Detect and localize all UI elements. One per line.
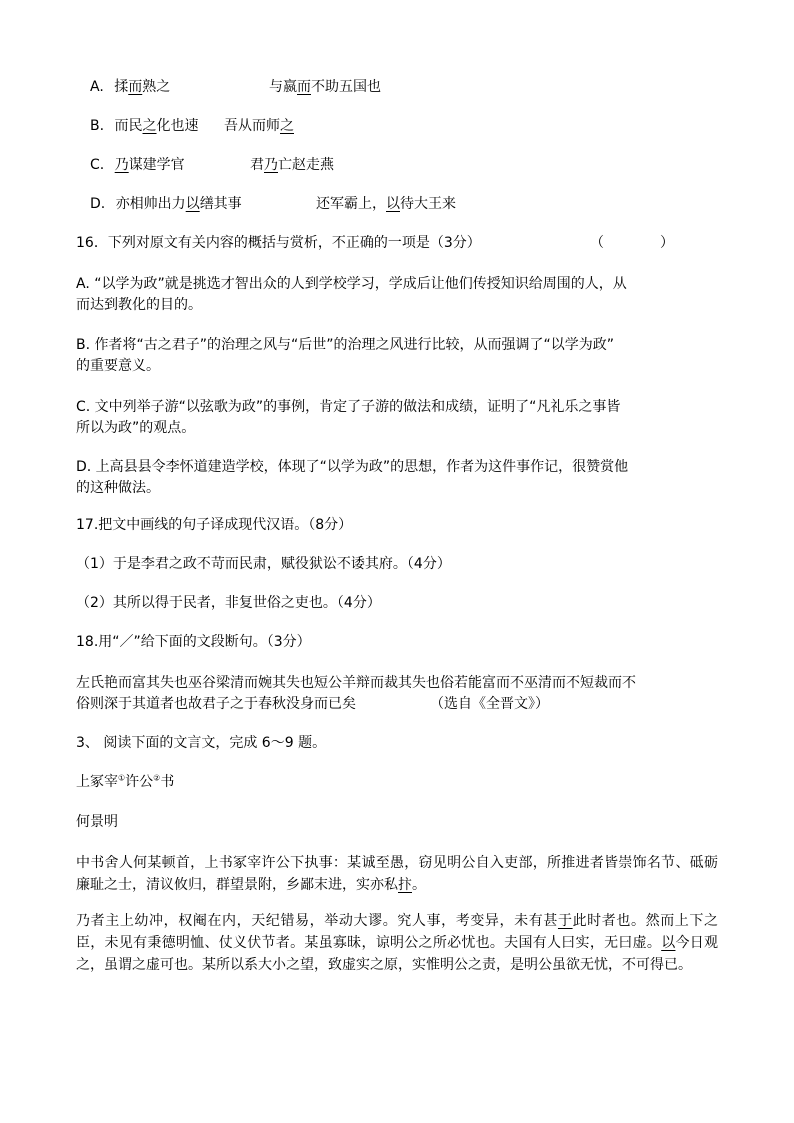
q15-option-d-right: 还军霸上，以待大王来 (316, 196, 456, 212)
q18-stem: 18.用“／”给下面的文段断句。（3分） (76, 634, 311, 650)
q18-passage-line1: 左氏艳而富其失也巫谷梁清而婉其失也短公羊辩而裁其失也俗若能富而不巫清而不短裁而不 (76, 675, 636, 691)
q16-option-a-line2: 而达到教化的目的。 (76, 297, 202, 313)
q17-sentence-1: （1）于是李君之政不苛而民肃，赋役狱讼不诿其府。（4分） (76, 556, 451, 572)
q15-option-b-right: 吾从而师之 (224, 118, 294, 134)
q16-option-d-line2: 的这种做法。 (76, 480, 160, 496)
underlined-word: 抃 (398, 877, 412, 893)
passage-paragraph-1: 中书舍人何某顿首，上书冢宰许公下执事：某诚至愚，窃见明公自入吏部，所推进者皆崇饰名节、砥砺廉耻之士，清议攸归，群望景附，乡鄙末进，实亦私抃。 (76, 855, 718, 893)
passage-title: 上冢宰①许公②书 (76, 773, 175, 790)
passage-paragraph-2: 乃者主上幼冲，权阉在内，天纪错易，举动大谬。究人事，考变异，未有甚于此时者也。然而上下之臣，未见有秉德明恤、仗义伏节者。某虽寡昧，谅明公之所必忧也。夫国有人曰实，无曰虚。以今日观之，虽谓之虚可也。某所以系大小之望，致虚实之原，实惟明公之责，是明公虽欲无忧，不可得已。 (76, 913, 719, 973)
passage-author: 何景明 (76, 814, 118, 830)
underlined-word: 之 (280, 118, 294, 134)
footnote-mark-1: ① (118, 773, 126, 783)
q15-option-c-right: 君乃亡赵走燕 (250, 157, 334, 173)
q17-stem: 17.把文中画线的句子译成现代汉语。（8分） (76, 517, 353, 533)
footnote-mark-2: ② (153, 773, 161, 783)
option-label: D. (90, 196, 106, 212)
q16-option-c-line1: C. 文中列举子游“以弦歌为政”的事例，肯定了子游的做法和成绩，证明了“凡礼乐之事皆 (76, 399, 621, 415)
underlined-word: 以 (661, 935, 676, 951)
q16-option-b-line1: B. 作者将“古之君子”的治理之风与“后世”的治理之风进行比较，从而强调了“以学为政” (76, 337, 615, 353)
underlined-word: 乃 (264, 157, 278, 173)
q18-passage-line2: 俗则深于其道者也故君子之于春秋没身而已矣 (76, 696, 356, 712)
q15-option-b: B. 而民之化也速 (90, 118, 199, 134)
underlined-word: 之 (142, 118, 157, 134)
underlined-word: 以 (386, 196, 400, 212)
section-3-instruction: 3、 阅读下面的文言文，完成 6～9 题。 (76, 735, 327, 751)
underlined-word: 于 (557, 913, 573, 929)
option-label: A. (90, 79, 104, 95)
q18-source: （选自《全晋文》） (430, 696, 549, 712)
q16-option-a-line1: A. “以学为政”就是挑选才智出众的人到学校学习，学成后让他们传授知识给周围的人，从 (76, 276, 627, 292)
underlined-word: 以 (185, 196, 200, 212)
q15-option-a: A. 揉而熟之 (90, 79, 171, 95)
q16-option-b-line2: 的重要意义。 (76, 358, 160, 374)
q16-stem: 16．下列对原文有关内容的概括与赏析，不正确的一项是（3分） (76, 235, 481, 251)
answer-bracket: （ ） (590, 235, 674, 251)
q15-option-d: D. 亦相帅出力以缮其事 (90, 196, 242, 212)
underlined-word: 而 (128, 79, 143, 95)
underlined-word: 而 (297, 79, 311, 95)
underlined-word: 乃 (114, 157, 129, 173)
q15-option-c: C. 乃谋建学官 (90, 157, 185, 173)
q15-option-a-right: 与嬴而不助五国也 (269, 79, 381, 95)
option-label: C. (90, 157, 105, 173)
q17-sentence-2: （2）其所以得于民者，非复世俗之吏也。（4分） (76, 595, 381, 611)
q16-option-c-line2: 所以为政”的观点。 (76, 420, 196, 436)
q16-option-d-line1: D. 上高县县令李怀道建造学校，体现了“以学为政”的思想，作者为这件事作记，很赞赏他 (76, 459, 629, 475)
option-label: B. (90, 118, 105, 134)
